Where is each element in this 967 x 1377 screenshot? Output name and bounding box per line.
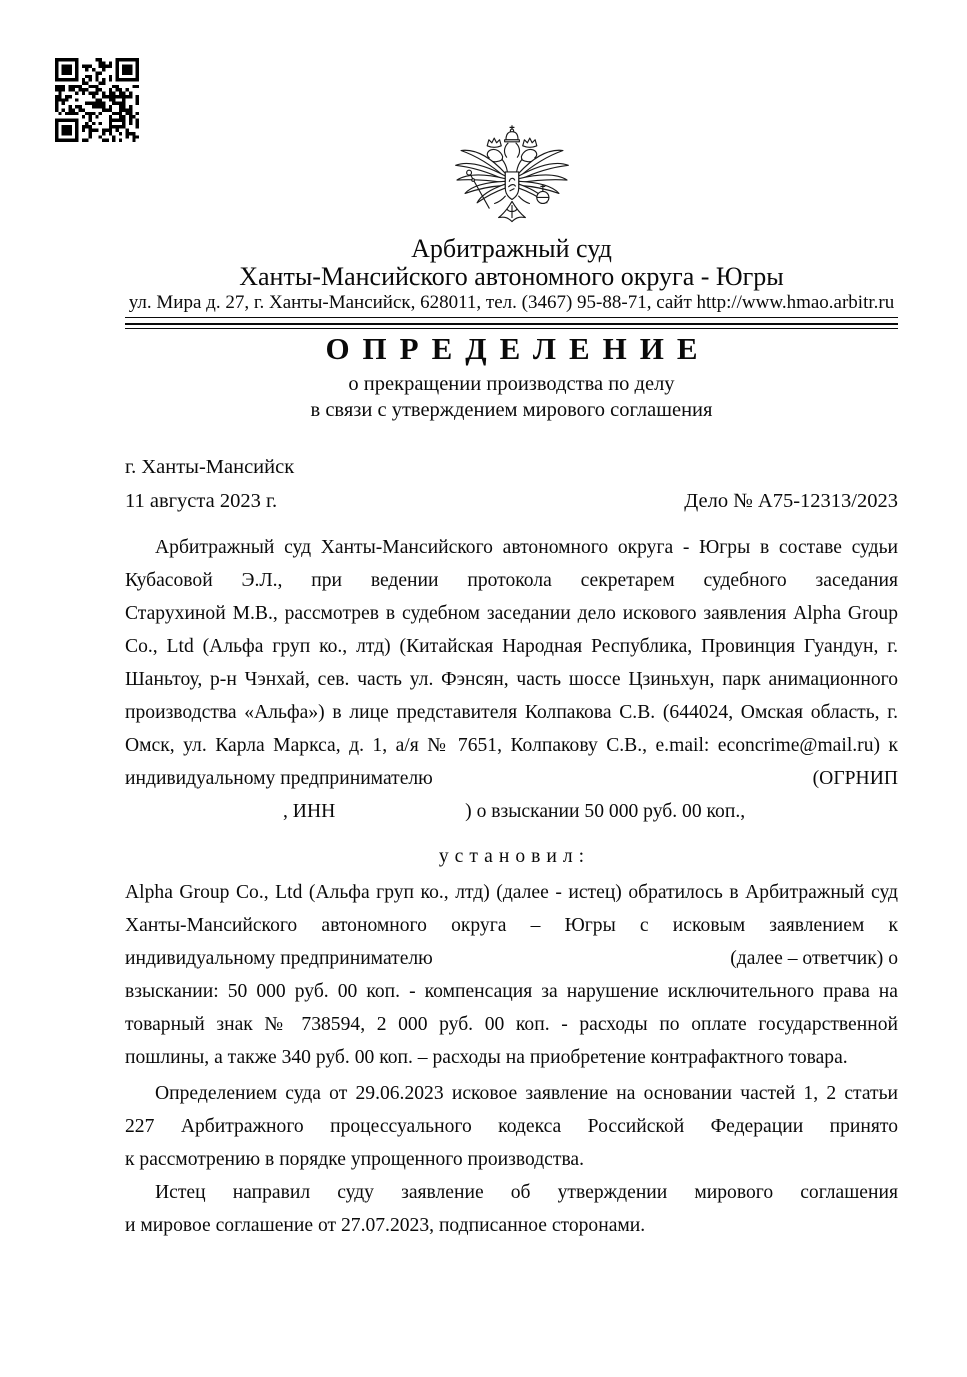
defendant-label: индивидуальному предпринимателю xyxy=(125,768,433,789)
body-p2-line1: Alpha Group Co., Ltd (Альфа груп ко., лтд) (далее - истец) обратилось в Арбитражный суд xyxy=(125,882,898,903)
double-headed-eagle-graphic xyxy=(439,121,585,235)
body-p2-line4: взыскании: 50 000 руб. 00 коп. - компенсация за нарушение исключительного права на xyxy=(125,981,898,1002)
body-p1-line1: Арбитражный суд Ханты-Мансийского автономного округа - Югры в составе судьи xyxy=(155,537,898,558)
defendant-alias-label: (далее – ответчик) о xyxy=(730,948,898,969)
body-p3-line1: Определением суда от 29.06.2023 исковое заявление на основании частей 1, 2 статьи xyxy=(155,1083,898,1104)
case-number: Дело № А75-12313/2023 xyxy=(684,490,898,512)
body-p4-line2: и мировое соглашение от 27.07.2023, подписанное сторонами. xyxy=(125,1215,646,1236)
court-name-line1: Арбитражный суд xyxy=(411,234,612,263)
place-line: г. Ханты-Мансийск xyxy=(125,456,295,478)
body-p1-redacted-inn-line xyxy=(125,795,898,828)
body-p1-line7: Омск, ул. Карла Маркса, д. 1, а/я № 7651, Колпакову С.В., e.mail: econcrime@mail.ru) к xyxy=(125,735,898,756)
document-title: ОПРЕДЕЛЕНИЕ xyxy=(325,331,711,366)
resolution-word: установил: xyxy=(438,846,591,867)
document-subtitle-line2: в связи с утверждением мирового соглашения xyxy=(310,399,713,421)
body-p1-redacted-ogrnip-line xyxy=(125,762,898,795)
body-p4-line1: Истец направил суду заявление об утверждении мирового соглашения xyxy=(155,1182,898,1203)
defendant-label-2: индивидуальному предпринимателю xyxy=(125,948,433,969)
document-subtitle-line1: о прекращении производства по делу xyxy=(348,373,675,395)
document-date: 11 августа 2023 г. xyxy=(125,490,278,512)
body-p1-line3: Старухиной М.В., рассмотрев в судебном заседании дело искового заявления Alpha Group xyxy=(125,603,898,624)
body-p2-line6: пошлины, а также 340 руб. 00 коп. – расходы на приобретение контрафактного товара. xyxy=(125,1047,848,1068)
body-p1-line6: производства «Альфа») в лице представителя Колпакова С.В. (644024, Омская область, г. xyxy=(125,702,898,723)
court-name-line2: Ханты-Мансийского автономного округа - Югры xyxy=(239,262,784,291)
body-p2-redacted-line xyxy=(125,942,898,975)
inn-label: , ИНН xyxy=(283,801,336,822)
qr-code xyxy=(55,58,139,142)
body-p1-line5: Шаньтоу, р-н Чэнхай, сев. часть ул. Фэнсян, часть шоссе Цзиньхун, парк анимационного xyxy=(125,669,898,690)
body-p3-line2: 227 Арбитражного процессуального кодекса Российской Федерации принято xyxy=(125,1116,898,1137)
body-p3-line3: к рассмотрению в порядке упрощенного производства. xyxy=(125,1149,585,1170)
body-p1-line2: Кубасовой Э.Л., при ведении протокола секретарем судебного заседания xyxy=(125,570,898,591)
claim-amount-text: ) о взыскании 50 000 руб. 00 коп., xyxy=(465,801,746,822)
header-divider-rule xyxy=(125,323,898,329)
date-case-row xyxy=(125,488,898,514)
body-p2-line2: Ханты-Мансийского автономного округа – Югры с исковым заявлением к xyxy=(125,915,898,936)
body-p2-line5: товарный знак № 738594, 2 000 руб. 00 коп. - расходы по оплате государственной xyxy=(125,1014,898,1035)
ogrnip-label: (ОГРНИП xyxy=(812,768,898,789)
document-content xyxy=(0,121,967,1242)
coat-of-arms-icon xyxy=(439,121,585,235)
qr-code-graphic xyxy=(55,58,139,142)
body-p1-line4: Co., Ltd (Альфа груп ко., лтд) (Китайская Народная Республика, Провинция Гуандун, г. xyxy=(125,636,898,657)
court-address: ул. Мира д. 27, г. Ханты-Мансийск, 628011, тел. (3467) 95-88-71, сайт http://www.hmao.arbitr.ru xyxy=(125,291,898,318)
